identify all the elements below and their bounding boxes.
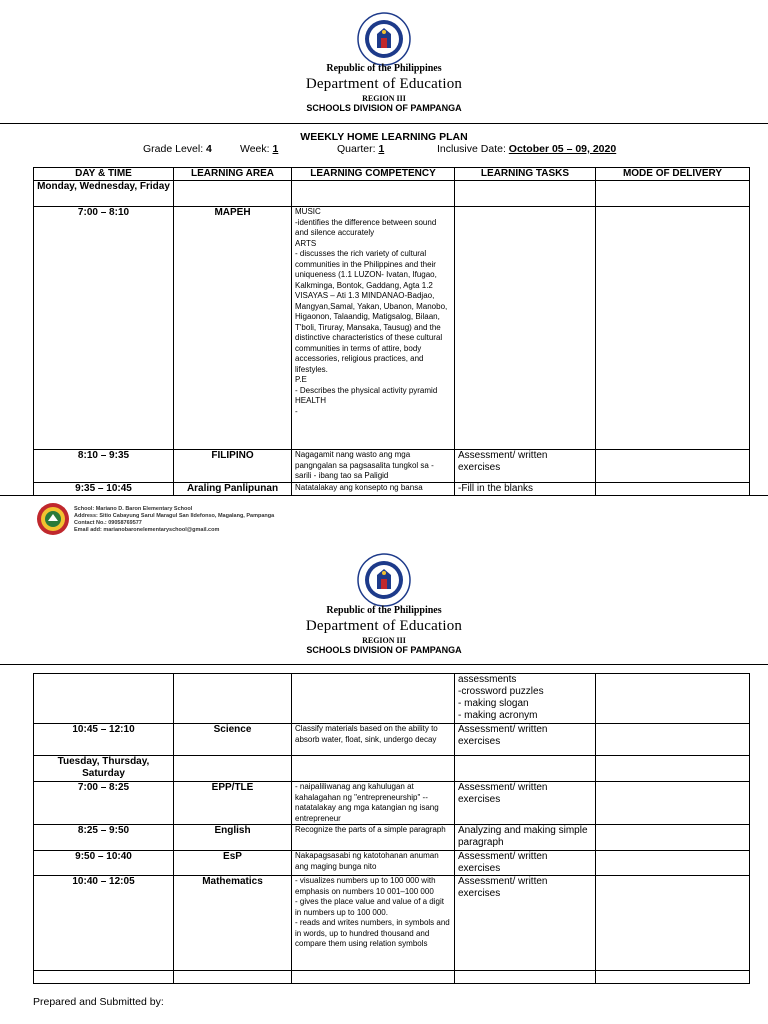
table-row bbox=[34, 825, 750, 851]
week-label: Week: bbox=[240, 143, 270, 155]
school-address: Address: Sitio Cabayung Sarul Maragul San Ildefonso, Magalang, Pampanga bbox=[74, 513, 275, 519]
mode-cell bbox=[596, 724, 750, 756]
prepared-by-label: Prepared and Submitted by: bbox=[33, 996, 164, 1008]
grade-level bbox=[143, 143, 212, 155]
mode-cell bbox=[596, 851, 750, 876]
mode-cell bbox=[596, 782, 750, 825]
plan-title: WEEKLY HOME LEARNING PLAN bbox=[300, 131, 468, 143]
area-cell: FILIPINO bbox=[174, 450, 292, 483]
area-cell: MAPEH bbox=[174, 207, 292, 450]
deped-seal-icon bbox=[357, 12, 411, 66]
area-cell: Araling Panlipunan bbox=[174, 482, 292, 495]
competency-cell: Natatalakay ang konsepto ng bansa bbox=[292, 482, 455, 495]
time-cell bbox=[34, 674, 174, 724]
time-cell: Tuesday, Thursday, Saturday bbox=[34, 756, 174, 782]
col-header: MODE OF DELIVERY bbox=[596, 168, 750, 181]
school-logo-icon bbox=[36, 502, 70, 536]
competency-cell bbox=[292, 756, 455, 782]
header-divider bbox=[0, 664, 768, 665]
time-cell: 10:45 – 12:10 bbox=[34, 724, 174, 756]
time-cell: 8:25 – 9:50 bbox=[34, 825, 174, 851]
learning-plan-table-2 bbox=[33, 673, 750, 984]
area-cell: Science bbox=[174, 724, 292, 756]
mode-cell bbox=[596, 971, 750, 984]
department-title: Department of Education bbox=[305, 76, 463, 92]
header-divider bbox=[0, 123, 768, 124]
area-cell: EsP bbox=[174, 851, 292, 876]
deped-seal-icon bbox=[357, 553, 411, 607]
time-cell: Monday, Wednesday, Friday bbox=[34, 181, 174, 207]
table-row bbox=[34, 724, 750, 756]
area-cell: EPP/TLE bbox=[174, 782, 292, 825]
table-header-row bbox=[34, 168, 750, 181]
tasks-cell bbox=[455, 756, 596, 782]
quarter-label: Quarter: bbox=[337, 143, 376, 155]
table-row bbox=[34, 756, 750, 782]
time-cell: 7:00 – 8:25 bbox=[34, 782, 174, 825]
tasks-cell bbox=[455, 971, 596, 984]
division-label: SCHOOLS DIVISION OF PAMPANGA bbox=[306, 103, 462, 113]
tasks-cell: assessments -crossword puzzles - making slogan - making acronym bbox=[455, 674, 596, 724]
col-header: LEARNING TASKS bbox=[455, 168, 596, 181]
date-value: October 05 – 09, 2020 bbox=[508, 143, 617, 155]
table-row bbox=[34, 876, 750, 971]
mode-cell bbox=[596, 207, 750, 450]
department-title: Department of Education bbox=[305, 618, 463, 634]
region-label: REGION III bbox=[362, 636, 406, 645]
tasks-cell bbox=[455, 181, 596, 207]
date-label: Inclusive Date: bbox=[437, 143, 506, 155]
mode-cell bbox=[596, 450, 750, 483]
table-row bbox=[34, 782, 750, 825]
mode-cell bbox=[596, 876, 750, 971]
competency-cell: Nagagamit nang wasto ang mga pangngalan sa pagsasalita tungkol sa - sarili - ibang tao sa Paligid bbox=[292, 450, 455, 483]
table-row bbox=[34, 482, 750, 495]
grade-label: Grade Level: bbox=[143, 143, 204, 155]
tasks-cell bbox=[455, 207, 596, 450]
week-value: 1 bbox=[272, 143, 279, 155]
time-cell: 10:40 – 12:05 bbox=[34, 876, 174, 971]
school-contact: Contact No.: 09058769577 bbox=[74, 520, 142, 526]
quarter bbox=[337, 143, 384, 155]
col-header: LEARNING COMPETENCY bbox=[292, 168, 455, 181]
tasks-cell: Analyzing and making simple paragraph bbox=[455, 825, 596, 851]
table-row bbox=[34, 851, 750, 876]
mode-cell bbox=[596, 482, 750, 495]
competency-cell: - visualizes numbers up to 100 000 with emphasis on numbers 10 001–100 000 - gives the place value and value of a digit in numbers up to 100 000. - reads and writes numbers, in symbols and in words, up to hundred thousand and compare them using relation symbols bbox=[292, 876, 455, 971]
tasks-cell: Assessment/ written exercises bbox=[455, 724, 596, 756]
competency-cell bbox=[292, 181, 455, 207]
republic-label: Republic of the Philippines bbox=[326, 63, 442, 74]
time-cell: 9:35 – 10:45 bbox=[34, 482, 174, 495]
competency-cell: Recognize the parts of a simple paragraph bbox=[292, 825, 455, 851]
time-cell bbox=[34, 971, 174, 984]
quarter-value: 1 bbox=[378, 143, 385, 155]
col-header: LEARNING AREA bbox=[174, 168, 292, 181]
tasks-cell: Assessment/ written exercises bbox=[455, 851, 596, 876]
area-cell bbox=[174, 756, 292, 782]
tasks-cell: Assessment/ written exercises bbox=[455, 782, 596, 825]
competency-cell: Classify materials based on the ability to absorb water, float, sink, undergo decay bbox=[292, 724, 455, 756]
area-cell bbox=[174, 181, 292, 207]
area-cell bbox=[174, 674, 292, 724]
area-cell: Mathematics bbox=[174, 876, 292, 971]
competency-cell bbox=[292, 971, 455, 984]
tasks-cell: Assessment/ written exercises bbox=[455, 450, 596, 483]
tasks-cell: Assessment/ written exercises bbox=[455, 876, 596, 971]
table-row bbox=[34, 450, 750, 483]
region-label: REGION III bbox=[362, 94, 406, 103]
page-divider bbox=[0, 495, 768, 496]
school-contact-block bbox=[74, 506, 274, 534]
area-cell: English bbox=[174, 825, 292, 851]
mode-cell bbox=[596, 825, 750, 851]
time-cell: 8:10 – 9:35 bbox=[34, 450, 174, 483]
competency-cell bbox=[292, 674, 455, 724]
school-email: Email add: marianobaronelementaryschool@gmail.com bbox=[74, 527, 220, 533]
grade-value: 4 bbox=[206, 143, 212, 155]
table-row bbox=[34, 971, 750, 984]
republic-label: Republic of the Philippines bbox=[326, 605, 442, 616]
area-cell bbox=[174, 971, 292, 984]
competency-cell: MUSIC -identifies the difference between sound and silence accurately ARTS - discusses the rich variety of cultural communities in the Philippines and their uniqueness (1.1 LUZON- Ivatan, Ifugao, Kalkminga, Bontok, Gaddang, Agta 1.2 VISAYAS – Ati 1.3 MINDANAO-Badjao, Mangyan,Samal, Yakan, Ubanon, Manobo, Higaonon, Talaandig, Matigsalog, Bilaan, T'boli, Tiruray, Mansaka, Tausug) and the distinctive characteristics of these cultural communities in terms of attire, body accessories, religious practices, and lifestyles. P.E - Describes the physical activity pyramid HEALTH - bbox=[292, 207, 455, 450]
competency-cell: - naipaliliwanag ang kahulugan at kahalagahan ng "entrepreneurship" -- natatalakay ang mga katangian ng isang entrepreneur bbox=[292, 782, 455, 825]
table-row bbox=[34, 181, 750, 207]
time-cell: 9:50 – 10:40 bbox=[34, 851, 174, 876]
mode-cell bbox=[596, 181, 750, 207]
division-label: SCHOOLS DIVISION OF PAMPANGA bbox=[306, 645, 462, 655]
competency-cell: Nakapagsasabi ng katotohanan anuman ang maging bunga nito bbox=[292, 851, 455, 876]
table-row bbox=[34, 674, 750, 724]
school-name: School: Mariano D. Baron Elementary School bbox=[74, 506, 193, 512]
inclusive-date bbox=[437, 143, 616, 155]
week bbox=[240, 143, 278, 155]
time-cell: 7:00 – 8:10 bbox=[34, 207, 174, 450]
table-row bbox=[34, 207, 750, 450]
learning-plan-table-1 bbox=[33, 167, 750, 496]
mode-cell bbox=[596, 674, 750, 724]
mode-cell bbox=[596, 756, 750, 782]
col-header: DAY & TIME bbox=[34, 168, 174, 181]
tasks-cell: -Fill in the blanks bbox=[455, 482, 596, 495]
